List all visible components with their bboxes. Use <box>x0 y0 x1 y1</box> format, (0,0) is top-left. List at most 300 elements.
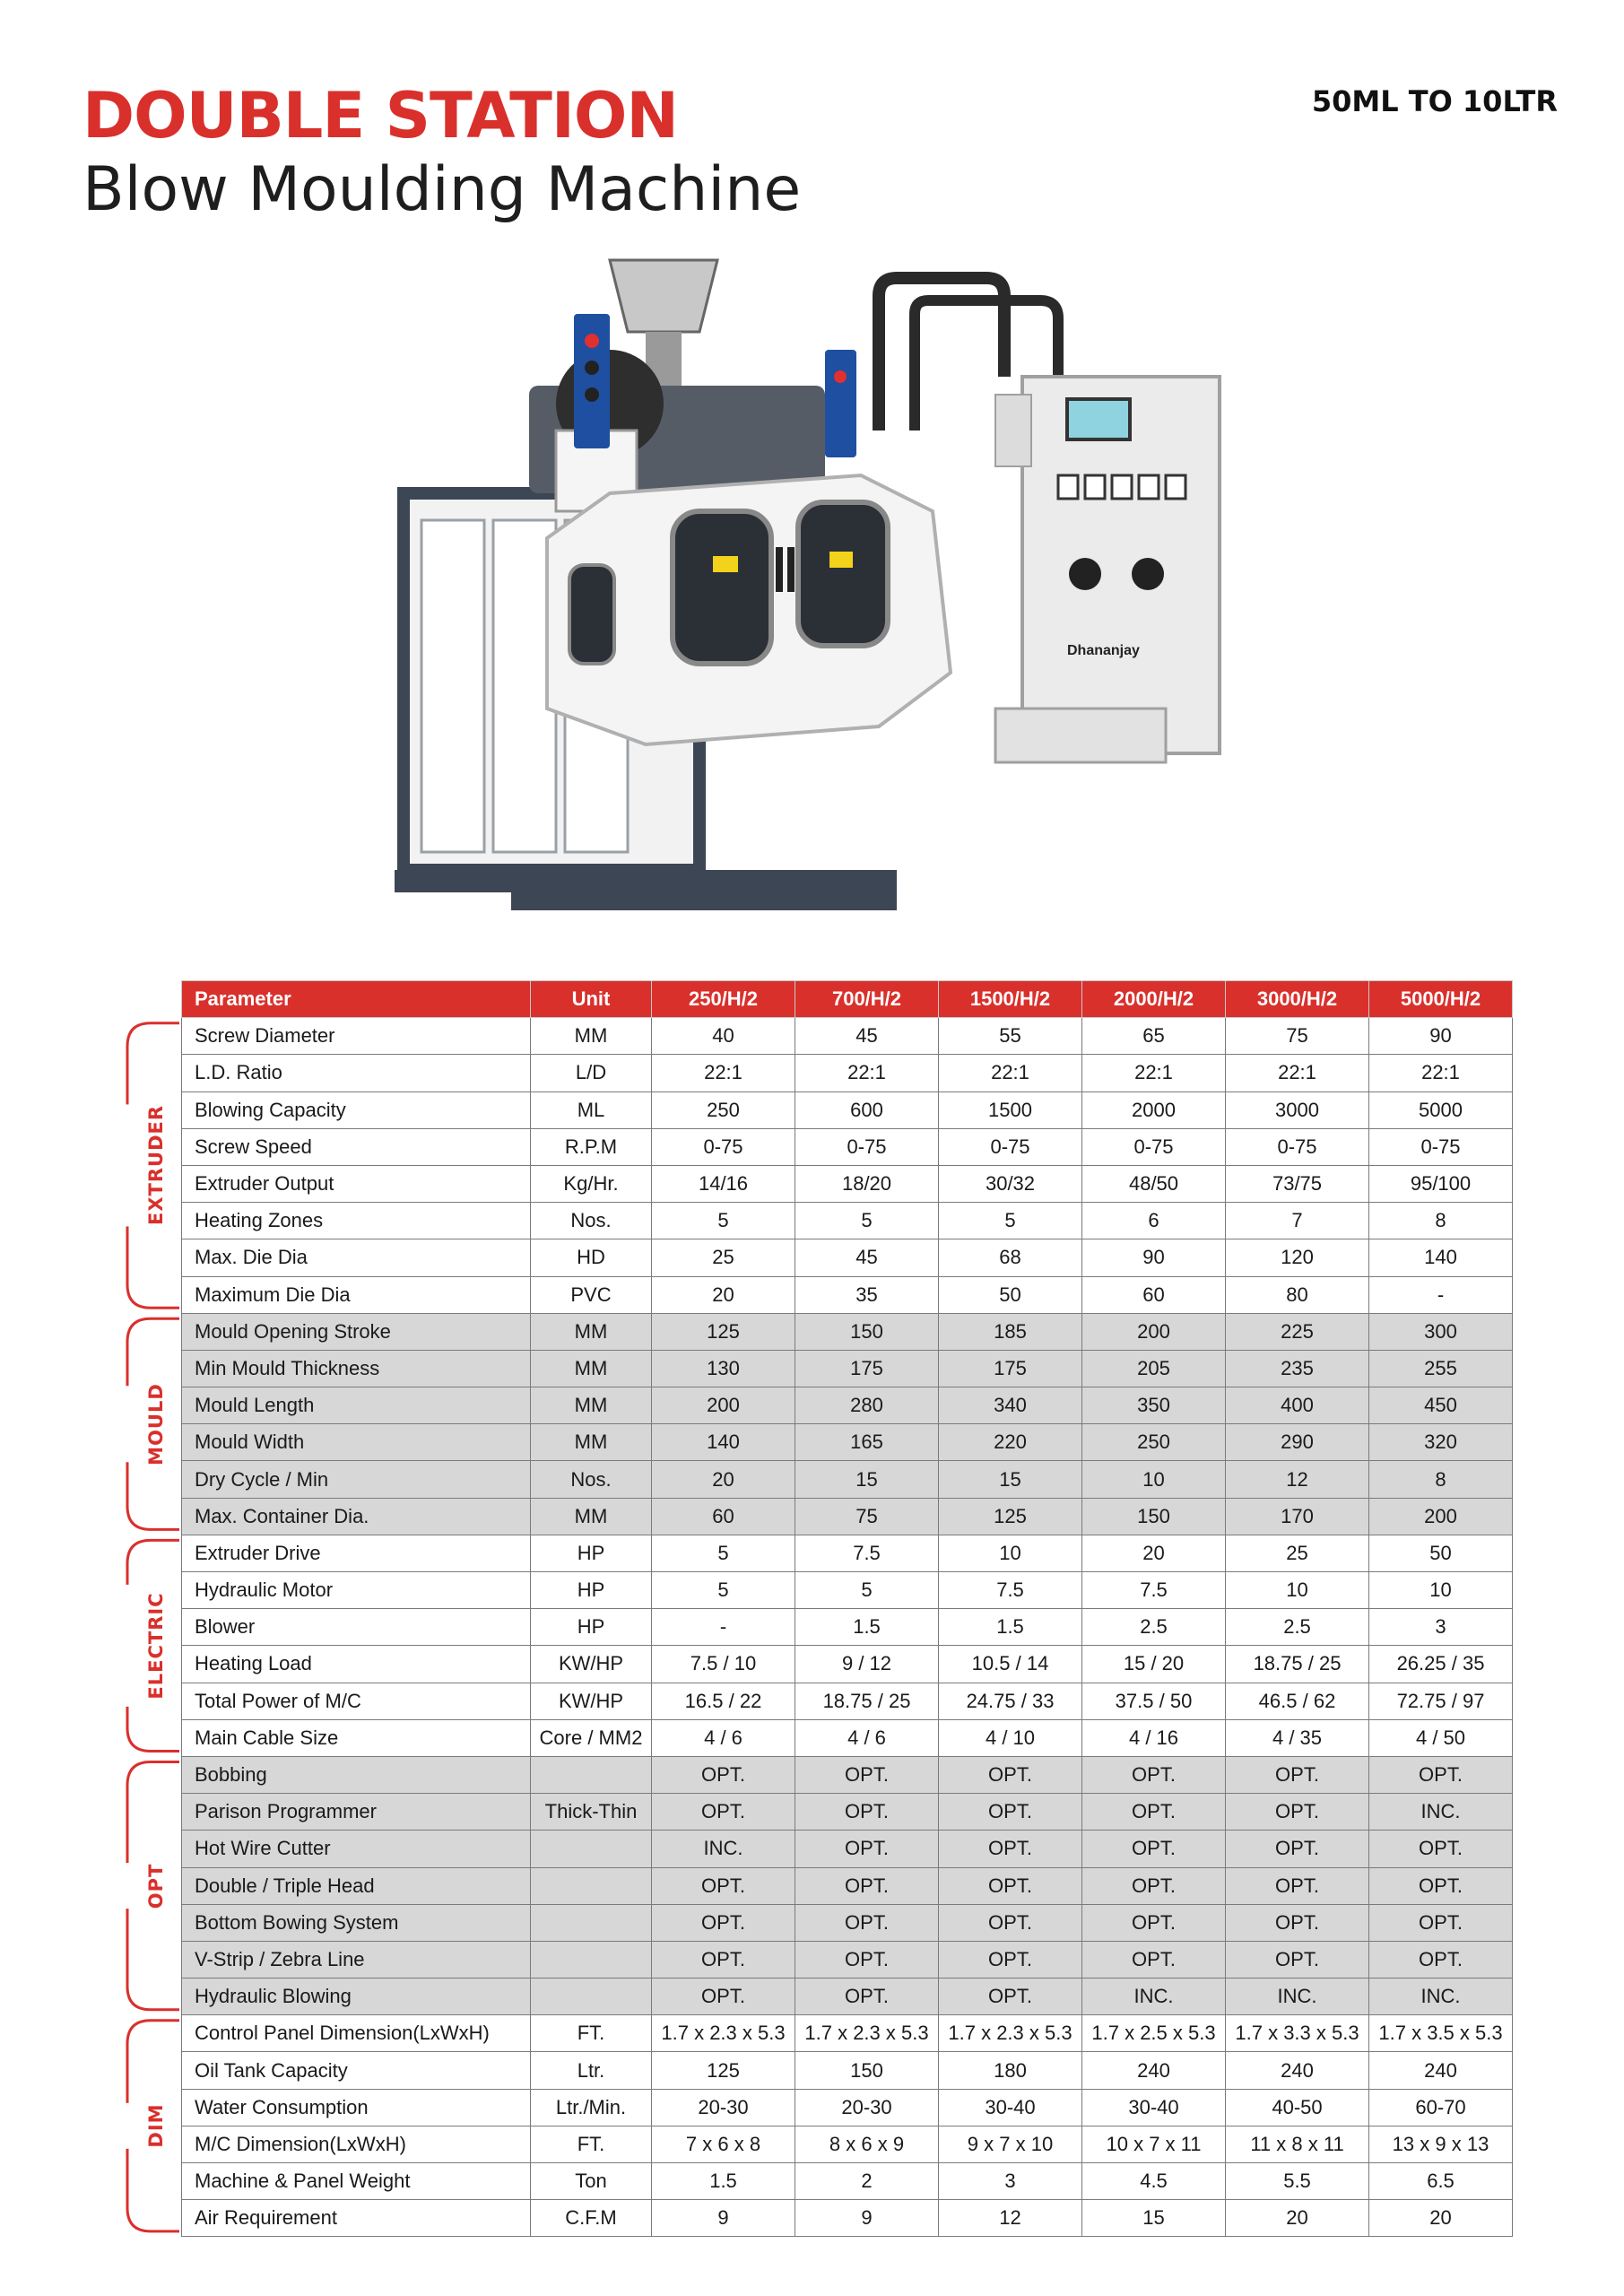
value-cell: 1.7 x 3.3 x 5.3 <box>1226 2015 1369 2052</box>
value-cell: OPT. <box>1082 1904 1226 1941</box>
value-cell: 18/20 <box>795 1165 939 1202</box>
parameter-cell: Blower <box>182 1609 531 1646</box>
value-cell: OPT. <box>1082 1756 1226 1793</box>
table-row <box>182 2126 1513 2162</box>
value-cell: 7 x 6 x 8 <box>652 2126 795 2162</box>
table-row <box>182 2163 1513 2200</box>
page-subtitle: Blow Moulding Machine <box>83 154 802 225</box>
parameter-cell: Bobbing <box>182 1756 531 1793</box>
parameter-cell: Maximum Die Dia <box>182 1276 531 1313</box>
table-row <box>182 1498 1513 1535</box>
section-label-extruder: EXTRUDER <box>145 1105 167 1226</box>
parameter-cell: Machine & Panel Weight <box>182 2163 531 2200</box>
parameter-cell: Max. Die Dia <box>182 1239 531 1276</box>
value-cell: OPT. <box>652 1756 795 1793</box>
section-label-dim: DIM <box>145 2103 167 2148</box>
value-cell: 50 <box>1369 1535 1513 1571</box>
unit-cell <box>531 1941 652 1978</box>
section-label-gap <box>117 2103 138 2149</box>
value-cell: 20 <box>652 1461 795 1498</box>
value-cell: 4 / 6 <box>652 1719 795 1756</box>
value-cell: 1.5 <box>795 1609 939 1646</box>
value-cell: 0-75 <box>1082 1128 1226 1165</box>
header-model: 3000/H/2 <box>1226 981 1369 1018</box>
unit-cell <box>531 1867 652 1904</box>
value-cell: 18.75 / 25 <box>795 1683 939 1719</box>
value-cell: 120 <box>1226 1239 1369 1276</box>
value-cell: 240 <box>1082 2052 1226 2089</box>
value-cell: 1.7 x 2.3 x 5.3 <box>939 2015 1082 2052</box>
value-cell: 4 / 6 <box>795 1719 939 1756</box>
parameter-cell: Double / Triple Head <box>182 1867 531 1904</box>
value-cell: OPT. <box>1082 1831 1226 1867</box>
value-cell: 450 <box>1369 1387 1513 1424</box>
unit-cell: R.P.M <box>531 1128 652 1165</box>
value-cell: 75 <box>795 1498 939 1535</box>
parameter-cell: Hydraulic Motor <box>182 1572 531 1609</box>
value-cell: OPT. <box>652 1794 795 1831</box>
value-cell: 24.75 / 33 <box>939 1683 1082 1719</box>
value-cell: 65 <box>1082 1018 1226 1055</box>
value-cell: 3 <box>1369 1609 1513 1646</box>
value-cell: INC. <box>652 1831 795 1867</box>
value-cell: OPT. <box>652 1941 795 1978</box>
header-model: 2000/H/2 <box>1082 981 1226 1018</box>
value-cell: 4 / 16 <box>1082 1719 1226 1756</box>
value-cell: 11 x 8 x 11 <box>1226 2126 1369 2162</box>
table-row <box>182 1756 1513 1793</box>
value-cell: 4 / 10 <box>939 1719 1082 1756</box>
value-cell: OPT. <box>939 1979 1082 2015</box>
value-cell: 300 <box>1369 1313 1513 1350</box>
unit-cell: HP <box>531 1609 652 1646</box>
value-cell: 20 <box>652 1276 795 1313</box>
value-cell: INC. <box>1369 1794 1513 1831</box>
value-cell: OPT. <box>939 1904 1082 1941</box>
unit-cell: FT. <box>531 2126 652 2162</box>
value-cell: 0-75 <box>939 1128 1082 1165</box>
unit-cell: Ltr. <box>531 2052 652 2089</box>
value-cell: 10 <box>1369 1572 1513 1609</box>
value-cell: 15 / 20 <box>1082 1646 1226 1683</box>
value-cell: OPT. <box>795 1794 939 1831</box>
value-cell: OPT. <box>1226 1867 1369 1904</box>
table-row <box>182 1128 1513 1165</box>
parameter-cell: Screw Speed <box>182 1128 531 1165</box>
table-row <box>182 1018 1513 1055</box>
value-cell: 240 <box>1369 2052 1513 2089</box>
parameter-cell: Mould Opening Stroke <box>182 1313 531 1350</box>
value-cell: OPT. <box>1082 1941 1226 1978</box>
table-row <box>182 1719 1513 1756</box>
value-cell: OPT. <box>1226 1831 1369 1867</box>
value-cell: 400 <box>1226 1387 1369 1424</box>
section-label-opt: OPT <box>145 1863 167 1909</box>
value-cell: 60 <box>652 1498 795 1535</box>
value-cell: 140 <box>1369 1239 1513 1276</box>
value-cell: 95/100 <box>1369 1165 1513 1202</box>
value-cell: 72.75 / 97 <box>1369 1683 1513 1719</box>
section-label-mould: MOULD <box>145 1382 167 1465</box>
table-row <box>182 1461 1513 1498</box>
value-cell: 30-40 <box>939 2089 1082 2126</box>
unit-cell <box>531 1904 652 1941</box>
value-cell: 280 <box>795 1387 939 1424</box>
value-cell: OPT. <box>1369 1831 1513 1867</box>
value-cell: 55 <box>939 1018 1082 1055</box>
value-cell: - <box>1369 1276 1513 1313</box>
value-cell: 90 <box>1369 1018 1513 1055</box>
table-row <box>182 1794 1513 1831</box>
value-cell: 22:1 <box>939 1055 1082 1091</box>
parameter-cell: Oil Tank Capacity <box>182 2052 531 2089</box>
table-body <box>182 1018 1513 2237</box>
unit-cell: Core / MM2 <box>531 1719 652 1756</box>
unit-cell: MM <box>531 1387 652 1424</box>
value-cell: OPT. <box>1226 1794 1369 1831</box>
unit-cell: KW/HP <box>531 1683 652 1719</box>
header-parameter: Parameter <box>182 981 531 1018</box>
value-cell: OPT. <box>795 1904 939 1941</box>
unit-cell: Thick-Thin <box>531 1794 652 1831</box>
value-cell: 8 <box>1369 1203 1513 1239</box>
table-row <box>182 1165 1513 1202</box>
parameter-cell: Blowing Capacity <box>182 1091 531 1128</box>
unit-cell: Kg/Hr. <box>531 1165 652 1202</box>
value-cell: 200 <box>652 1387 795 1424</box>
unit-cell: MM <box>531 1498 652 1535</box>
value-cell: 20 <box>1369 2200 1513 2237</box>
value-cell: 350 <box>1082 1387 1226 1424</box>
value-cell: 220 <box>939 1424 1082 1461</box>
value-cell: 1500 <box>939 1091 1082 1128</box>
value-cell: 5 <box>652 1572 795 1609</box>
value-cell: 7.5 <box>1082 1572 1226 1609</box>
value-cell: OPT. <box>1369 1904 1513 1941</box>
value-cell: OPT. <box>1369 1867 1513 1904</box>
value-cell: - <box>652 1609 795 1646</box>
value-cell: 340 <box>939 1387 1082 1424</box>
table-row <box>182 1239 1513 1276</box>
value-cell: 165 <box>795 1424 939 1461</box>
value-cell: 5 <box>795 1572 939 1609</box>
value-cell: 130 <box>652 1350 795 1387</box>
value-cell: 75 <box>1226 1018 1369 1055</box>
value-cell: 14/16 <box>652 1165 795 1202</box>
value-cell: OPT. <box>652 1979 795 2015</box>
unit-cell: ML <box>531 1091 652 1128</box>
unit-cell: MM <box>531 1313 652 1350</box>
value-cell: 15 <box>1082 2200 1226 2237</box>
machine-illustration <box>377 242 1273 960</box>
parameter-cell: Hot Wire Cutter <box>182 1831 531 1867</box>
value-cell: 90 <box>1082 1239 1226 1276</box>
header-model: 250/H/2 <box>652 981 795 1018</box>
table-row <box>182 1091 1513 1128</box>
parameter-cell: Air Requirement <box>182 2200 531 2237</box>
value-cell: OPT. <box>652 1904 795 1941</box>
value-cell: 240 <box>1226 2052 1369 2089</box>
value-cell: 46.5 / 62 <box>1226 1683 1369 1719</box>
value-cell: 6 <box>1082 1203 1226 1239</box>
value-cell: 4.5 <box>1082 2163 1226 2200</box>
value-cell: 7 <box>1226 1203 1369 1239</box>
unit-cell <box>531 1831 652 1867</box>
value-cell: OPT. <box>652 1867 795 1904</box>
value-cell: 250 <box>1082 1424 1226 1461</box>
value-cell: 175 <box>939 1350 1082 1387</box>
value-cell: 5 <box>939 1203 1082 1239</box>
value-cell: 12 <box>939 2200 1082 2237</box>
value-cell: 15 <box>939 1461 1082 1498</box>
value-cell: INC. <box>1369 1979 1513 2015</box>
value-cell: OPT. <box>795 1831 939 1867</box>
table-row <box>182 1203 1513 1239</box>
value-cell: 22:1 <box>1369 1055 1513 1091</box>
value-cell: 25 <box>1226 1535 1369 1571</box>
value-cell: OPT. <box>1082 1867 1226 1904</box>
value-cell: 205 <box>1082 1350 1226 1387</box>
value-cell: 25 <box>652 1239 795 1276</box>
value-cell: 1.7 x 2.5 x 5.3 <box>1082 2015 1226 2052</box>
value-cell: 9 x 7 x 10 <box>939 2126 1082 2162</box>
value-cell: 45 <box>795 1018 939 1055</box>
value-cell: 16.5 / 22 <box>652 1683 795 1719</box>
table-row <box>182 1572 1513 1609</box>
value-cell: 30/32 <box>939 1165 1082 1202</box>
table-row <box>182 1313 1513 1350</box>
parameter-cell: Min Mould Thickness <box>182 1350 531 1387</box>
table-row <box>182 2089 1513 2126</box>
value-cell: 60-70 <box>1369 2089 1513 2126</box>
unit-cell: Ton <box>531 2163 652 2200</box>
value-cell: 290 <box>1226 1424 1369 1461</box>
value-cell: 4 / 35 <box>1226 1719 1369 1756</box>
table-row <box>182 1535 1513 1571</box>
value-cell: 4 / 50 <box>1369 1719 1513 1756</box>
value-cell: 125 <box>939 1498 1082 1535</box>
table-row <box>182 1424 1513 1461</box>
value-cell: 1.7 x 2.3 x 5.3 <box>652 2015 795 2052</box>
unit-cell: C.F.M <box>531 2200 652 2237</box>
value-cell: 600 <box>795 1091 939 1128</box>
parameter-cell: Extruder Output <box>182 1165 531 1202</box>
value-cell: 200 <box>1082 1313 1226 1350</box>
value-cell: 22:1 <box>795 1055 939 1091</box>
value-cell: 48/50 <box>1082 1165 1226 1202</box>
value-cell: 40-50 <box>1226 2089 1369 2126</box>
value-cell: 1.5 <box>652 2163 795 2200</box>
value-cell: 18.75 / 25 <box>1226 1646 1369 1683</box>
value-cell: 13 x 9 x 13 <box>1369 2126 1513 2162</box>
value-cell: 10 <box>939 1535 1082 1571</box>
unit-cell: HP <box>531 1572 652 1609</box>
value-cell: 9 / 12 <box>795 1646 939 1683</box>
parameter-cell: M/C Dimension(LxWxH) <box>182 2126 531 2162</box>
capacity-range: 50ML TO 10LTR <box>1311 84 1558 118</box>
unit-cell: Ltr./Min. <box>531 2089 652 2126</box>
value-cell: 235 <box>1226 1350 1369 1387</box>
table-row <box>182 1609 1513 1646</box>
value-cell: 10 <box>1226 1572 1369 1609</box>
value-cell: INC. <box>1226 1979 1369 2015</box>
table-row <box>182 1904 1513 1941</box>
table-row <box>182 1683 1513 1719</box>
value-cell: 2000 <box>1082 1091 1226 1128</box>
value-cell: 60 <box>1082 1276 1226 1313</box>
table-row <box>182 1867 1513 1904</box>
value-cell: 5 <box>652 1535 795 1571</box>
unit-cell: HD <box>531 1239 652 1276</box>
parameter-cell: Hydraulic Blowing <box>182 1979 531 2015</box>
parameter-cell: Water Consumption <box>182 2089 531 2126</box>
value-cell: 7.5 <box>795 1535 939 1571</box>
table-row <box>182 1646 1513 1683</box>
unit-cell: HP <box>531 1535 652 1571</box>
value-cell: OPT. <box>939 1941 1082 1978</box>
value-cell: OPT. <box>1226 1941 1369 1978</box>
table-row <box>182 2200 1513 2237</box>
parameter-cell: Dry Cycle / Min <box>182 1461 531 1498</box>
value-cell: INC. <box>1082 1979 1226 2015</box>
value-cell: 20 <box>1082 1535 1226 1571</box>
unit-cell: Nos. <box>531 1203 652 1239</box>
value-cell: 255 <box>1369 1350 1513 1387</box>
value-cell: 20-30 <box>652 2089 795 2126</box>
value-cell: OPT. <box>1082 1794 1226 1831</box>
value-cell: 20 <box>1226 2200 1369 2237</box>
parameter-cell: V-Strip / Zebra Line <box>182 1941 531 1978</box>
parameter-cell: Max. Container Dia. <box>182 1498 531 1535</box>
value-cell: 12 <box>1226 1461 1369 1498</box>
value-cell: 9 <box>652 2200 795 2237</box>
parameter-cell: Heating Zones <box>182 1203 531 1239</box>
parameter-cell: Bottom Bowing System <box>182 1904 531 1941</box>
table-row <box>182 2015 1513 2052</box>
value-cell: OPT. <box>1226 1756 1369 1793</box>
parameter-cell: Heating Load <box>182 1646 531 1683</box>
value-cell: 180 <box>939 2052 1082 2089</box>
unit-cell: MM <box>531 1018 652 1055</box>
table-row <box>182 1276 1513 1313</box>
unit-cell: Nos. <box>531 1461 652 1498</box>
value-cell: 3 <box>939 2163 1082 2200</box>
parameter-cell: Parison Programmer <box>182 1794 531 1831</box>
value-cell: 5.5 <box>1226 2163 1369 2200</box>
value-cell: 20-30 <box>795 2089 939 2126</box>
value-cell: OPT. <box>939 1867 1082 1904</box>
value-cell: 22:1 <box>1226 1055 1369 1091</box>
parameter-cell: Total Power of M/C <box>182 1683 531 1719</box>
parameter-cell: Control Panel Dimension(LxWxH) <box>182 2015 531 2052</box>
value-cell: 35 <box>795 1276 939 1313</box>
value-cell: 7.5 / 10 <box>652 1646 795 1683</box>
value-cell: 125 <box>652 2052 795 2089</box>
value-cell: 3000 <box>1226 1091 1369 1128</box>
table-row <box>182 2052 1513 2089</box>
value-cell: 5 <box>652 1203 795 1239</box>
value-cell: OPT. <box>1369 1941 1513 1978</box>
value-cell: 175 <box>795 1350 939 1387</box>
table-row <box>182 1979 1513 2015</box>
value-cell: 185 <box>939 1313 1082 1350</box>
value-cell: 9 <box>795 2200 939 2237</box>
value-cell: 150 <box>795 2052 939 2089</box>
value-cell: 80 <box>1226 1276 1369 1313</box>
value-cell: 125 <box>652 1313 795 1350</box>
value-cell: OPT. <box>939 1756 1082 1793</box>
value-cell: OPT. <box>795 1941 939 1978</box>
value-cell: 150 <box>795 1313 939 1350</box>
unit-cell: FT. <box>531 2015 652 2052</box>
value-cell: 2.5 <box>1082 1609 1226 1646</box>
table-row <box>182 1387 1513 1424</box>
value-cell: 5 <box>795 1203 939 1239</box>
value-cell: OPT. <box>1226 1904 1369 1941</box>
value-cell: 1.7 x 3.5 x 5.3 <box>1369 2015 1513 2052</box>
header-model: 1500/H/2 <box>939 981 1082 1018</box>
table-header-row <box>182 981 1513 1018</box>
value-cell: 1.7 x 2.3 x 5.3 <box>795 2015 939 2052</box>
section-label-gap <box>117 1104 138 1226</box>
unit-cell: L/D <box>531 1055 652 1091</box>
header-unit: Unit <box>531 981 652 1018</box>
section-label-gap <box>117 1386 138 1462</box>
value-cell: 40 <box>652 1018 795 1055</box>
value-cell: OPT. <box>795 1979 939 2015</box>
header-model: 700/H/2 <box>795 981 939 1018</box>
value-cell: 140 <box>652 1424 795 1461</box>
table-row <box>182 1831 1513 1867</box>
value-cell: 68 <box>939 1239 1082 1276</box>
parameter-cell: Screw Diameter <box>182 1018 531 1055</box>
value-cell: 10 <box>1082 1461 1226 1498</box>
value-cell: 320 <box>1369 1424 1513 1461</box>
section-label-gap <box>117 1863 138 1909</box>
value-cell: 2.5 <box>1226 1609 1369 1646</box>
value-cell: 10.5 / 14 <box>939 1646 1082 1683</box>
value-cell: 2 <box>795 2163 939 2200</box>
value-cell: 225 <box>1226 1313 1369 1350</box>
value-cell: 30-40 <box>1082 2089 1226 2126</box>
unit-cell: KW/HP <box>531 1646 652 1683</box>
value-cell: 22:1 <box>652 1055 795 1091</box>
value-cell: OPT. <box>1369 1756 1513 1793</box>
value-cell: 15 <box>795 1461 939 1498</box>
value-cell: 170 <box>1226 1498 1369 1535</box>
value-cell: OPT. <box>939 1794 1082 1831</box>
value-cell: 6.5 <box>1369 2163 1513 2200</box>
parameter-cell: Main Cable Size <box>182 1719 531 1756</box>
value-cell: 1.5 <box>939 1609 1082 1646</box>
value-cell: 0-75 <box>652 1128 795 1165</box>
value-cell: 10 x 7 x 11 <box>1082 2126 1226 2162</box>
unit-cell: PVC <box>531 1276 652 1313</box>
value-cell: 0-75 <box>1226 1128 1369 1165</box>
page-title: DOUBLE STATION <box>83 79 678 152</box>
unit-cell: MM <box>531 1350 652 1387</box>
machine-brand: Dhananjay <box>1067 643 1140 658</box>
value-cell: 73/75 <box>1226 1165 1369 1202</box>
value-cell: 0-75 <box>1369 1128 1513 1165</box>
unit-cell <box>531 1756 652 1793</box>
table-row <box>182 1941 1513 1978</box>
value-cell: 22:1 <box>1082 1055 1226 1091</box>
section-label-electric: ELECTRIC <box>145 1592 167 1700</box>
value-cell: OPT. <box>939 1831 1082 1867</box>
value-cell: 150 <box>1082 1498 1226 1535</box>
parameter-cell: Mould Width <box>182 1424 531 1461</box>
